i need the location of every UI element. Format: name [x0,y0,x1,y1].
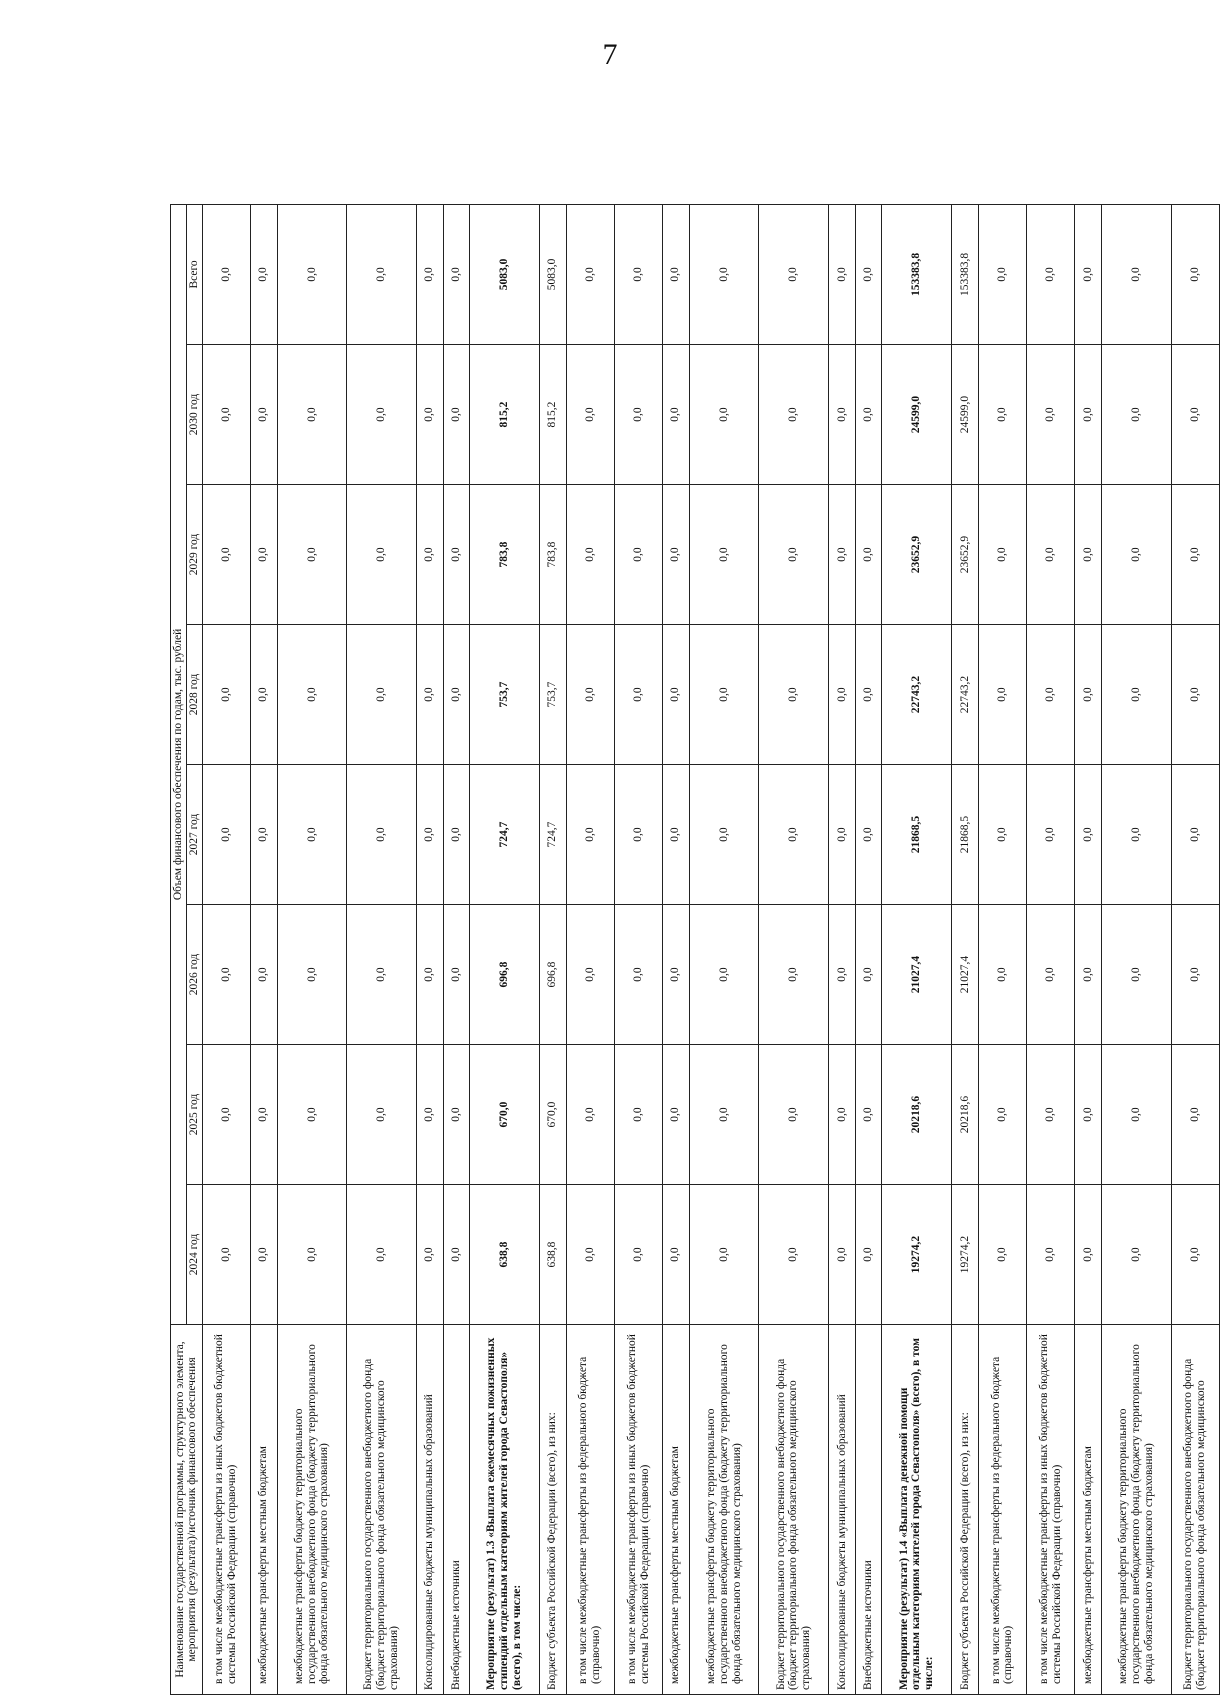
row-year-value: 0,0 [1171,345,1219,485]
row-year-value: 0,0 [663,1185,690,1325]
row-year-value: 0,0 [347,905,417,1045]
row-total-value: 0,0 [347,204,417,344]
row-year-value: 0,0 [417,765,444,905]
row-year-value: 0,0 [689,1185,759,1325]
row-year-value: 0,0 [347,1045,417,1185]
row-total-value: 0,0 [250,204,277,344]
header-year: 2030 год [186,345,202,485]
row-year-value: 0,0 [443,1045,470,1185]
table-row [855,204,882,1694]
row-year-value: 0,0 [277,1045,347,1185]
row-year-value: 0,0 [250,1185,277,1325]
row-year-value: 0,0 [347,625,417,765]
row-year-value: 0,0 [347,485,417,625]
row-year-value: 0,0 [1101,905,1171,1045]
row-year-value: 815,2 [470,345,540,485]
row-year-value: 0,0 [614,1045,662,1185]
row-year-value: 0,0 [1075,485,1102,625]
table-row [566,204,614,1694]
header-row-top [171,204,187,1694]
row-year-value: 22743,2 [882,625,952,765]
row-total-value: 0,0 [277,204,347,344]
row-year-value: 0,0 [443,765,470,905]
row-year-value: 0,0 [855,485,882,625]
row-year-value: 0,0 [663,625,690,765]
table-row [978,204,1026,1694]
row-year-value: 0,0 [347,345,417,485]
row-year-value: 23652,9 [882,485,952,625]
row-total-value: 5083,0 [540,204,567,344]
row-year-value: 0,0 [1075,1045,1102,1185]
table-body [202,204,1219,1694]
financing-table [170,204,1220,1695]
row-year-value: 0,0 [1171,1045,1219,1185]
table-row [1027,204,1075,1694]
row-year-value: 0,0 [443,625,470,765]
row-label: Внебюджетные источники [443,1325,470,1695]
row-year-value: 0,0 [277,625,347,765]
row-year-value: 20218,6 [952,1045,979,1185]
row-year-value: 0,0 [663,345,690,485]
row-label: Бюджет территориального государственного внебюджетного фонда (бюджет территориального фонда обязательного медицинского [1171,1325,1219,1695]
row-year-value: 0,0 [1075,765,1102,905]
row-total-value: 5083,0 [470,204,540,344]
row-year-value: 0,0 [614,905,662,1045]
row-year-value: 0,0 [250,625,277,765]
row-year-value: 815,2 [540,345,567,485]
row-year-value: 670,0 [470,1045,540,1185]
header-year: 2028 год [186,625,202,765]
row-year-value: 0,0 [663,485,690,625]
row-year-value: 0,0 [689,625,759,765]
row-year-value: 696,8 [540,905,567,1045]
row-total-value: 0,0 [566,204,614,344]
row-year-value: 0,0 [759,485,829,625]
row-label: Мероприятие (результат) 1.4 «Выплата денежной помощи отдельным категориям жителей города Севастополя» (всего), в том числе: [882,1325,952,1695]
row-year-value: 0,0 [202,765,250,905]
row-year-value: 0,0 [663,765,690,905]
row-year-value: 0,0 [855,345,882,485]
row-year-value: 0,0 [1075,905,1102,1045]
row-label: Бюджет территориального государственного внебюджетного фонда (бюджет территориального фонда обязательного медицинского страхования) [347,1325,417,1695]
row-year-value: 0,0 [417,1185,444,1325]
table-row [663,204,690,1694]
row-year-value: 0,0 [978,1045,1026,1185]
row-year-value: 783,8 [540,485,567,625]
row-year-value: 0,0 [1171,485,1219,625]
row-year-value: 0,0 [829,485,856,625]
row-year-value: 0,0 [1027,485,1075,625]
row-year-value: 0,0 [978,485,1026,625]
table-row [417,204,444,1694]
row-label: межбюджетные трансферты бюджету территориального государственного внебюджетного фонда (бюджету территориального фонда обязательного медицинского страхования) [1101,1325,1171,1695]
row-year-value: 19274,2 [882,1185,952,1325]
row-year-value: 638,8 [540,1185,567,1325]
row-year-value: 0,0 [1101,625,1171,765]
table-row [952,204,979,1694]
row-year-value: 0,0 [759,625,829,765]
row-year-value: 0,0 [277,345,347,485]
row-year-value: 0,0 [614,625,662,765]
row-year-value: 0,0 [855,625,882,765]
row-year-value: 0,0 [417,1045,444,1185]
row-year-value: 0,0 [1101,485,1171,625]
row-year-value: 23652,9 [952,485,979,625]
row-year-value: 0,0 [614,765,662,905]
row-year-value: 0,0 [829,1045,856,1185]
row-year-value: 0,0 [443,345,470,485]
row-year-value: 0,0 [566,1185,614,1325]
table-row [443,204,470,1694]
row-year-value: 0,0 [663,1045,690,1185]
header-year: 2025 год [186,1045,202,1185]
row-year-value: 0,0 [250,765,277,905]
row-year-value: 24599,0 [882,345,952,485]
row-year-value: 0,0 [689,485,759,625]
row-year-value: 0,0 [759,1185,829,1325]
row-year-value: 0,0 [347,765,417,905]
row-year-value: 0,0 [829,765,856,905]
row-year-value: 0,0 [250,345,277,485]
row-year-value: 21868,5 [952,765,979,905]
table-row [614,204,662,1694]
row-year-value: 19274,2 [952,1185,979,1325]
table-row [277,204,347,1694]
row-year-value: 0,0 [689,765,759,905]
row-year-value: 0,0 [978,1185,1026,1325]
row-year-value: 0,0 [978,625,1026,765]
row-year-value: 0,0 [759,345,829,485]
row-total-value: 0,0 [202,204,250,344]
row-total-value: 153383,8 [952,204,979,344]
header-year: 2027 год [186,765,202,905]
row-year-value: 0,0 [759,905,829,1045]
row-year-value: 0,0 [689,345,759,485]
row-year-value: 0,0 [202,1045,250,1185]
row-year-value: 724,7 [470,765,540,905]
row-label: в том числе межбюджетные трансферты из федерального бюджета (справочно) [566,1325,614,1695]
row-total-value: 0,0 [978,204,1026,344]
row-year-value: 0,0 [829,905,856,1045]
row-year-value: 0,0 [202,1185,250,1325]
row-label: Консолидированные бюджеты муниципальных образований [829,1325,856,1695]
row-year-value: 0,0 [1101,765,1171,905]
row-year-value: 0,0 [1101,1185,1171,1325]
row-year-value: 0,0 [1171,905,1219,1045]
row-year-value: 0,0 [1075,625,1102,765]
row-year-value: 0,0 [417,905,444,1045]
row-year-value: 0,0 [1171,625,1219,765]
table-row [470,204,540,1694]
row-total-value: 0,0 [855,204,882,344]
row-year-value: 783,8 [470,485,540,625]
row-year-value: 753,7 [540,625,567,765]
header-total: Всего [186,204,202,344]
row-year-value: 0,0 [1171,765,1219,905]
table-row [882,204,952,1694]
row-year-value: 0,0 [1101,1045,1171,1185]
row-year-value: 0,0 [566,345,614,485]
table-row [829,204,856,1694]
row-label: межбюджетные трансферты местным бюджетам [1075,1325,1102,1695]
row-label: Бюджет субъекта Российской Федерации (всего), из них: [952,1325,979,1695]
row-year-value: 0,0 [1027,1045,1075,1185]
row-year-value: 0,0 [855,905,882,1045]
row-total-value: 0,0 [829,204,856,344]
row-label: Мероприятие (результат) 1.3 «Выплата ежемесячных пожизненных стипендий отдельным категориям жителей города Севастополя» (всего), в том числе: [470,1325,540,1695]
row-label: межбюджетные трансферты бюджету территориального государственного внебюджетного фонда (бюджету территориального фонда обязательного медицинского страхования) [277,1325,347,1695]
row-label: в том числе межбюджетные трансферты из федерального бюджета (справочно) [978,1325,1026,1695]
table-row [1075,204,1102,1694]
row-year-value: 24599,0 [952,345,979,485]
row-total-value: 0,0 [614,204,662,344]
row-year-value: 0,0 [663,905,690,1045]
row-year-value: 0,0 [566,765,614,905]
row-label: межбюджетные трансферты местным бюджетам [250,1325,277,1695]
row-year-value: 0,0 [1101,345,1171,485]
row-year-value: 0,0 [978,345,1026,485]
row-year-value: 0,0 [855,765,882,905]
row-year-value: 0,0 [829,345,856,485]
row-year-value: 0,0 [277,765,347,905]
table-row [759,204,829,1694]
row-year-value: 0,0 [250,1045,277,1185]
row-year-value: 0,0 [202,905,250,1045]
row-year-value: 0,0 [277,1185,347,1325]
header-year-group: Объем финансового обеспечения по годам, тыс. рублей [171,204,187,1324]
table-row [347,204,417,1694]
row-total-value: 0,0 [1101,204,1171,344]
row-year-value: 21868,5 [882,765,952,905]
row-year-value: 0,0 [202,485,250,625]
row-label: в том числе межбюджетные трансферты из иных бюджетов бюджетной системы Российской Федерации (справочно) [1027,1325,1075,1695]
row-year-value: 0,0 [277,485,347,625]
row-year-value: 0,0 [614,345,662,485]
table-row [1101,204,1171,1694]
row-year-value: 0,0 [566,485,614,625]
row-year-value: 0,0 [855,1045,882,1185]
row-label: межбюджетные трансферты местным бюджетам [663,1325,690,1695]
row-year-value: 0,0 [1027,345,1075,485]
row-year-value: 0,0 [1027,765,1075,905]
row-year-value: 638,8 [470,1185,540,1325]
row-year-value: 724,7 [540,765,567,905]
row-total-value: 0,0 [1027,204,1075,344]
row-total-value: 0,0 [663,204,690,344]
row-year-value: 0,0 [250,905,277,1045]
row-year-value: 21027,4 [882,905,952,1045]
row-label: Консолидированные бюджеты муниципальных образований [417,1325,444,1695]
row-year-value: 0,0 [1171,1185,1219,1325]
row-year-value: 0,0 [1075,1185,1102,1325]
row-year-value: 0,0 [1075,345,1102,485]
row-year-value: 0,0 [202,345,250,485]
row-year-value: 0,0 [614,1185,662,1325]
row-total-value: 0,0 [689,204,759,344]
row-year-value: 0,0 [277,905,347,1045]
header-year: 2029 год [186,485,202,625]
row-year-value: 0,0 [566,625,614,765]
row-label: Внебюджетные источники [855,1325,882,1695]
row-label: Бюджет субъекта Российской Федерации (всего), из них: [540,1325,567,1695]
row-year-value: 0,0 [689,905,759,1045]
row-year-value: 0,0 [689,1045,759,1185]
row-year-value: 0,0 [566,905,614,1045]
row-year-value: 0,0 [417,345,444,485]
page-number: 7 [602,38,618,71]
row-label: в том числе межбюджетные трансферты из иных бюджетов бюджетной системы Российской Федерации (справочно) [614,1325,662,1695]
row-year-value: 0,0 [855,1185,882,1325]
row-year-value: 0,0 [417,625,444,765]
row-total-value: 0,0 [759,204,829,344]
row-year-value: 0,0 [417,485,444,625]
row-year-value: 753,7 [470,625,540,765]
table-row [250,204,277,1694]
row-year-value: 0,0 [202,625,250,765]
row-year-value: 0,0 [978,765,1026,905]
row-year-value: 0,0 [347,1185,417,1325]
row-year-value: 696,8 [470,905,540,1045]
row-year-value: 0,0 [759,765,829,905]
row-year-value: 0,0 [1027,1185,1075,1325]
row-year-value: 0,0 [1027,625,1075,765]
table-row [689,204,759,1694]
row-label: в том числе межбюджетные трансферты из иных бюджетов бюджетной системы Российской Федерации (справочно) [202,1325,250,1695]
row-total-value: 153383,8 [882,204,952,344]
header-year: 2026 год [186,905,202,1045]
row-total-value: 0,0 [443,204,470,344]
row-year-value: 20218,6 [882,1045,952,1185]
row-year-value: 0,0 [829,1185,856,1325]
row-total-value: 0,0 [417,204,444,344]
row-year-value: 670,0 [540,1045,567,1185]
row-year-value: 0,0 [1027,905,1075,1045]
row-total-value: 0,0 [1075,204,1102,344]
row-label: Бюджет территориального государственного внебюджетного фонда (бюджет территориального фонда обязательного медицинского страхования) [759,1325,829,1695]
header-year: 2024 год [186,1185,202,1325]
row-year-value: 0,0 [978,905,1026,1045]
row-year-value: 21027,4 [952,905,979,1045]
row-year-value: 0,0 [759,1045,829,1185]
row-year-value: 0,0 [614,485,662,625]
table-row [540,204,567,1694]
row-year-value: 0,0 [829,625,856,765]
row-label: межбюджетные трансферты бюджету территориального государственного внебюджетного фонда (бюджету территориального фонда обязательного медицинского страхования) [689,1325,759,1695]
row-year-value: 0,0 [443,1185,470,1325]
header-name-column: Наименование государственной программы, структурного элемента, мероприятия (результата)/источник финансового обеспечения [171,1325,203,1695]
row-year-value: 0,0 [250,485,277,625]
row-total-value: 0,0 [1171,204,1219,344]
table-row [202,204,250,1694]
table-row [1171,204,1219,1694]
row-year-value: 0,0 [443,905,470,1045]
row-year-value: 0,0 [443,485,470,625]
financing-table-container [170,205,1220,1695]
row-year-value: 0,0 [566,1045,614,1185]
row-year-value: 22743,2 [952,625,979,765]
